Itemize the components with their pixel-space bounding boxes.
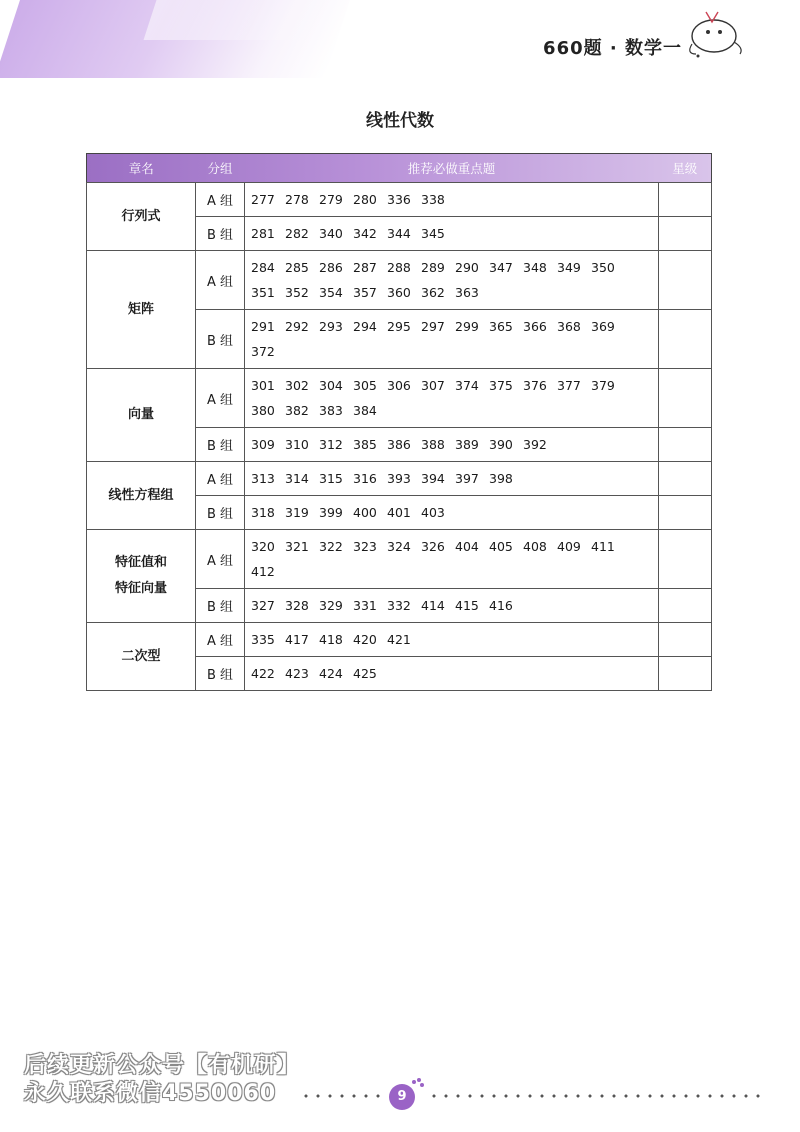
chapter-name: 线性方程组 bbox=[87, 462, 196, 530]
problem-number: 349 bbox=[557, 260, 581, 275]
problem-number: 351 bbox=[251, 285, 275, 300]
problem-number: 281 bbox=[251, 226, 275, 241]
group-label: A 组 bbox=[196, 462, 245, 496]
problem-number: 302 bbox=[285, 378, 309, 393]
problem-number: 295 bbox=[387, 319, 411, 334]
problem-list bbox=[245, 428, 659, 462]
chapter-name: 特征值和 特征向量 bbox=[87, 530, 196, 623]
problem-number: 293 bbox=[319, 319, 343, 334]
table-row bbox=[87, 251, 712, 310]
problem-number: 377 bbox=[557, 378, 581, 393]
problem-number: 326 bbox=[421, 539, 445, 554]
chapter-name: 二次型 bbox=[87, 623, 196, 691]
problem-list bbox=[245, 462, 659, 496]
problem-number: 398 bbox=[489, 471, 513, 486]
problem-number: 292 bbox=[285, 319, 309, 334]
problem-number: 315 bbox=[319, 471, 343, 486]
problem-number: 347 bbox=[489, 260, 513, 275]
problem-number: 331 bbox=[353, 598, 377, 613]
problem-number: 335 bbox=[251, 632, 275, 647]
table-row bbox=[87, 623, 712, 657]
problem-number: 379 bbox=[591, 378, 615, 393]
problem-number: 399 bbox=[319, 505, 343, 520]
problem-number: 324 bbox=[387, 539, 411, 554]
problem-number: 400 bbox=[353, 505, 377, 520]
problem-number: 289 bbox=[421, 260, 445, 275]
problem-number: 305 bbox=[353, 378, 377, 393]
problem-list bbox=[245, 251, 659, 310]
problem-number: 338 bbox=[421, 192, 445, 207]
problem-number: 412 bbox=[251, 564, 275, 579]
star-rating-cell bbox=[659, 530, 712, 589]
problem-list bbox=[245, 183, 659, 217]
star-rating-cell bbox=[659, 428, 712, 462]
problem-number: 421 bbox=[387, 632, 411, 647]
problem-number: 286 bbox=[319, 260, 343, 275]
problem-number: 384 bbox=[353, 403, 377, 418]
group-label: B 组 bbox=[196, 310, 245, 369]
problem-number: 390 bbox=[489, 437, 513, 452]
column-header-problems: 推荐必做重点题 bbox=[407, 161, 496, 176]
problem-number: 386 bbox=[387, 437, 411, 452]
problem-number: 403 bbox=[421, 505, 445, 520]
star-rating-cell bbox=[659, 217, 712, 251]
problem-number: 362 bbox=[421, 285, 445, 300]
group-label: A 组 bbox=[196, 369, 245, 428]
problem-number: 369 bbox=[591, 319, 615, 334]
problem-number: 318 bbox=[251, 505, 275, 520]
problem-number: 291 bbox=[251, 319, 275, 334]
problem-number: 304 bbox=[319, 378, 343, 393]
problem-number: 342 bbox=[353, 226, 377, 241]
problem-number: 329 bbox=[319, 598, 343, 613]
problem-number: 310 bbox=[285, 437, 309, 452]
page-number: 9 bbox=[389, 1084, 415, 1110]
problem-number: 348 bbox=[523, 260, 547, 275]
column-header-group: 分组 bbox=[207, 161, 233, 176]
problem-number: 392 bbox=[523, 437, 547, 452]
problem-number: 372 bbox=[251, 344, 275, 359]
star-rating-cell bbox=[659, 462, 712, 496]
problem-number: 309 bbox=[251, 437, 275, 452]
star-rating-cell bbox=[659, 183, 712, 217]
problem-number: 414 bbox=[421, 598, 445, 613]
problem-number: 389 bbox=[455, 437, 479, 452]
problem-number: 383 bbox=[319, 403, 343, 418]
problem-list bbox=[245, 589, 659, 623]
problem-number: 290 bbox=[455, 260, 479, 275]
problem-number: 357 bbox=[353, 285, 377, 300]
problem-number: 417 bbox=[285, 632, 309, 647]
group-label: A 组 bbox=[196, 183, 245, 217]
problem-list bbox=[245, 530, 659, 589]
table-row bbox=[87, 462, 712, 496]
table-row bbox=[87, 369, 712, 428]
chapter-name: 行列式 bbox=[87, 183, 196, 251]
problem-number: 312 bbox=[319, 437, 343, 452]
star-rating-cell bbox=[659, 251, 712, 310]
table-row bbox=[87, 530, 712, 589]
problem-number: 394 bbox=[421, 471, 445, 486]
problem-number: 336 bbox=[387, 192, 411, 207]
problem-number: 319 bbox=[285, 505, 309, 520]
problem-number: 306 bbox=[387, 378, 411, 393]
problem-number: 375 bbox=[489, 378, 513, 393]
column-header-chapter: 章名 bbox=[128, 161, 154, 176]
problem-number: 277 bbox=[251, 192, 275, 207]
problem-number: 382 bbox=[285, 403, 309, 418]
star-rating-cell bbox=[659, 589, 712, 623]
problem-number: 323 bbox=[353, 539, 377, 554]
problem-number: 376 bbox=[523, 378, 547, 393]
group-label: B 组 bbox=[196, 589, 245, 623]
column-header-stars: 星级 bbox=[672, 161, 698, 176]
problem-number: 409 bbox=[557, 539, 581, 554]
footer-dots-right bbox=[428, 1094, 768, 1098]
problem-number: 313 bbox=[251, 471, 275, 486]
recommended-problems-table bbox=[86, 153, 712, 691]
problem-number: 301 bbox=[251, 378, 275, 393]
problem-number: 282 bbox=[285, 226, 309, 241]
problem-number: 285 bbox=[285, 260, 309, 275]
problem-list bbox=[245, 369, 659, 428]
problem-number: 366 bbox=[523, 319, 547, 334]
problem-number: 397 bbox=[455, 471, 479, 486]
star-rating-cell bbox=[659, 310, 712, 369]
page-title: 线性代数 bbox=[366, 111, 434, 131]
group-label: B 组 bbox=[196, 428, 245, 462]
problem-number: 385 bbox=[353, 437, 377, 452]
problem-number: 416 bbox=[489, 598, 513, 613]
problem-number: 425 bbox=[353, 666, 377, 681]
problem-number: 345 bbox=[421, 226, 445, 241]
watermark bbox=[24, 1052, 300, 1108]
problem-number: 365 bbox=[489, 319, 513, 334]
table-body bbox=[87, 183, 712, 691]
problem-number: 352 bbox=[285, 285, 309, 300]
problem-number: 363 bbox=[455, 285, 479, 300]
problem-list bbox=[245, 623, 659, 657]
problem-number: 279 bbox=[319, 192, 343, 207]
book-title: 660题 · 数学一 bbox=[543, 38, 682, 59]
group-label: B 组 bbox=[196, 496, 245, 530]
problem-list bbox=[245, 657, 659, 691]
problem-number: 278 bbox=[285, 192, 309, 207]
chapter-name: 向量 bbox=[87, 369, 196, 462]
footer-dots-left bbox=[300, 1094, 384, 1098]
problem-number: 328 bbox=[285, 598, 309, 613]
problem-number: 284 bbox=[251, 260, 275, 275]
problem-number: 420 bbox=[353, 632, 377, 647]
problem-number: 422 bbox=[251, 666, 275, 681]
problem-number: 415 bbox=[455, 598, 479, 613]
problem-number: 401 bbox=[387, 505, 411, 520]
problem-list bbox=[245, 310, 659, 369]
problem-number: 321 bbox=[285, 539, 309, 554]
group-label: A 组 bbox=[196, 623, 245, 657]
group-label: B 组 bbox=[196, 217, 245, 251]
star-rating-cell bbox=[659, 496, 712, 530]
problem-number: 288 bbox=[387, 260, 411, 275]
problem-number: 354 bbox=[319, 285, 343, 300]
problem-number: 418 bbox=[319, 632, 343, 647]
problem-number: 411 bbox=[591, 539, 615, 554]
table-header-row bbox=[87, 154, 712, 183]
problem-number: 294 bbox=[353, 319, 377, 334]
problem-number: 424 bbox=[319, 666, 343, 681]
problem-number: 299 bbox=[455, 319, 479, 334]
chapter-name: 矩阵 bbox=[87, 251, 196, 369]
problem-number: 316 bbox=[353, 471, 377, 486]
problem-number: 350 bbox=[591, 260, 615, 275]
problem-number: 368 bbox=[557, 319, 581, 334]
paw-print-icon bbox=[410, 1077, 426, 1091]
star-rating-cell bbox=[659, 369, 712, 428]
problem-number: 327 bbox=[251, 598, 275, 613]
problem-number: 307 bbox=[421, 378, 445, 393]
problem-number: 374 bbox=[455, 378, 479, 393]
group-label: B 组 bbox=[196, 657, 245, 691]
problem-number: 287 bbox=[353, 260, 377, 275]
problem-number: 360 bbox=[387, 285, 411, 300]
table-row bbox=[87, 183, 712, 217]
star-rating-cell bbox=[659, 623, 712, 657]
problem-number: 340 bbox=[319, 226, 343, 241]
problem-number: 388 bbox=[421, 437, 445, 452]
watermark-line-1: 后续更新公众号【有机研】 bbox=[24, 1053, 301, 1078]
problem-number: 393 bbox=[387, 471, 411, 486]
group-label: A 组 bbox=[196, 530, 245, 589]
watermark-line-2: 永久联系微信4550060 bbox=[24, 1081, 277, 1106]
cartoon-mascot-icon bbox=[678, 4, 750, 60]
header-decoration-highlight bbox=[144, 0, 347, 40]
problem-number: 404 bbox=[455, 539, 479, 554]
problem-number: 280 bbox=[353, 192, 377, 207]
problem-number: 297 bbox=[421, 319, 445, 334]
problem-number: 314 bbox=[285, 471, 309, 486]
problem-number: 322 bbox=[319, 539, 343, 554]
problem-number: 423 bbox=[285, 666, 309, 681]
group-label: A 组 bbox=[196, 251, 245, 310]
problem-number: 320 bbox=[251, 539, 275, 554]
problem-number: 380 bbox=[251, 403, 275, 418]
problem-number: 332 bbox=[387, 598, 411, 613]
problem-number: 344 bbox=[387, 226, 411, 241]
problem-list bbox=[245, 217, 659, 251]
problem-list bbox=[245, 496, 659, 530]
star-rating-cell bbox=[659, 657, 712, 691]
problem-number: 405 bbox=[489, 539, 513, 554]
problem-number: 408 bbox=[523, 539, 547, 554]
